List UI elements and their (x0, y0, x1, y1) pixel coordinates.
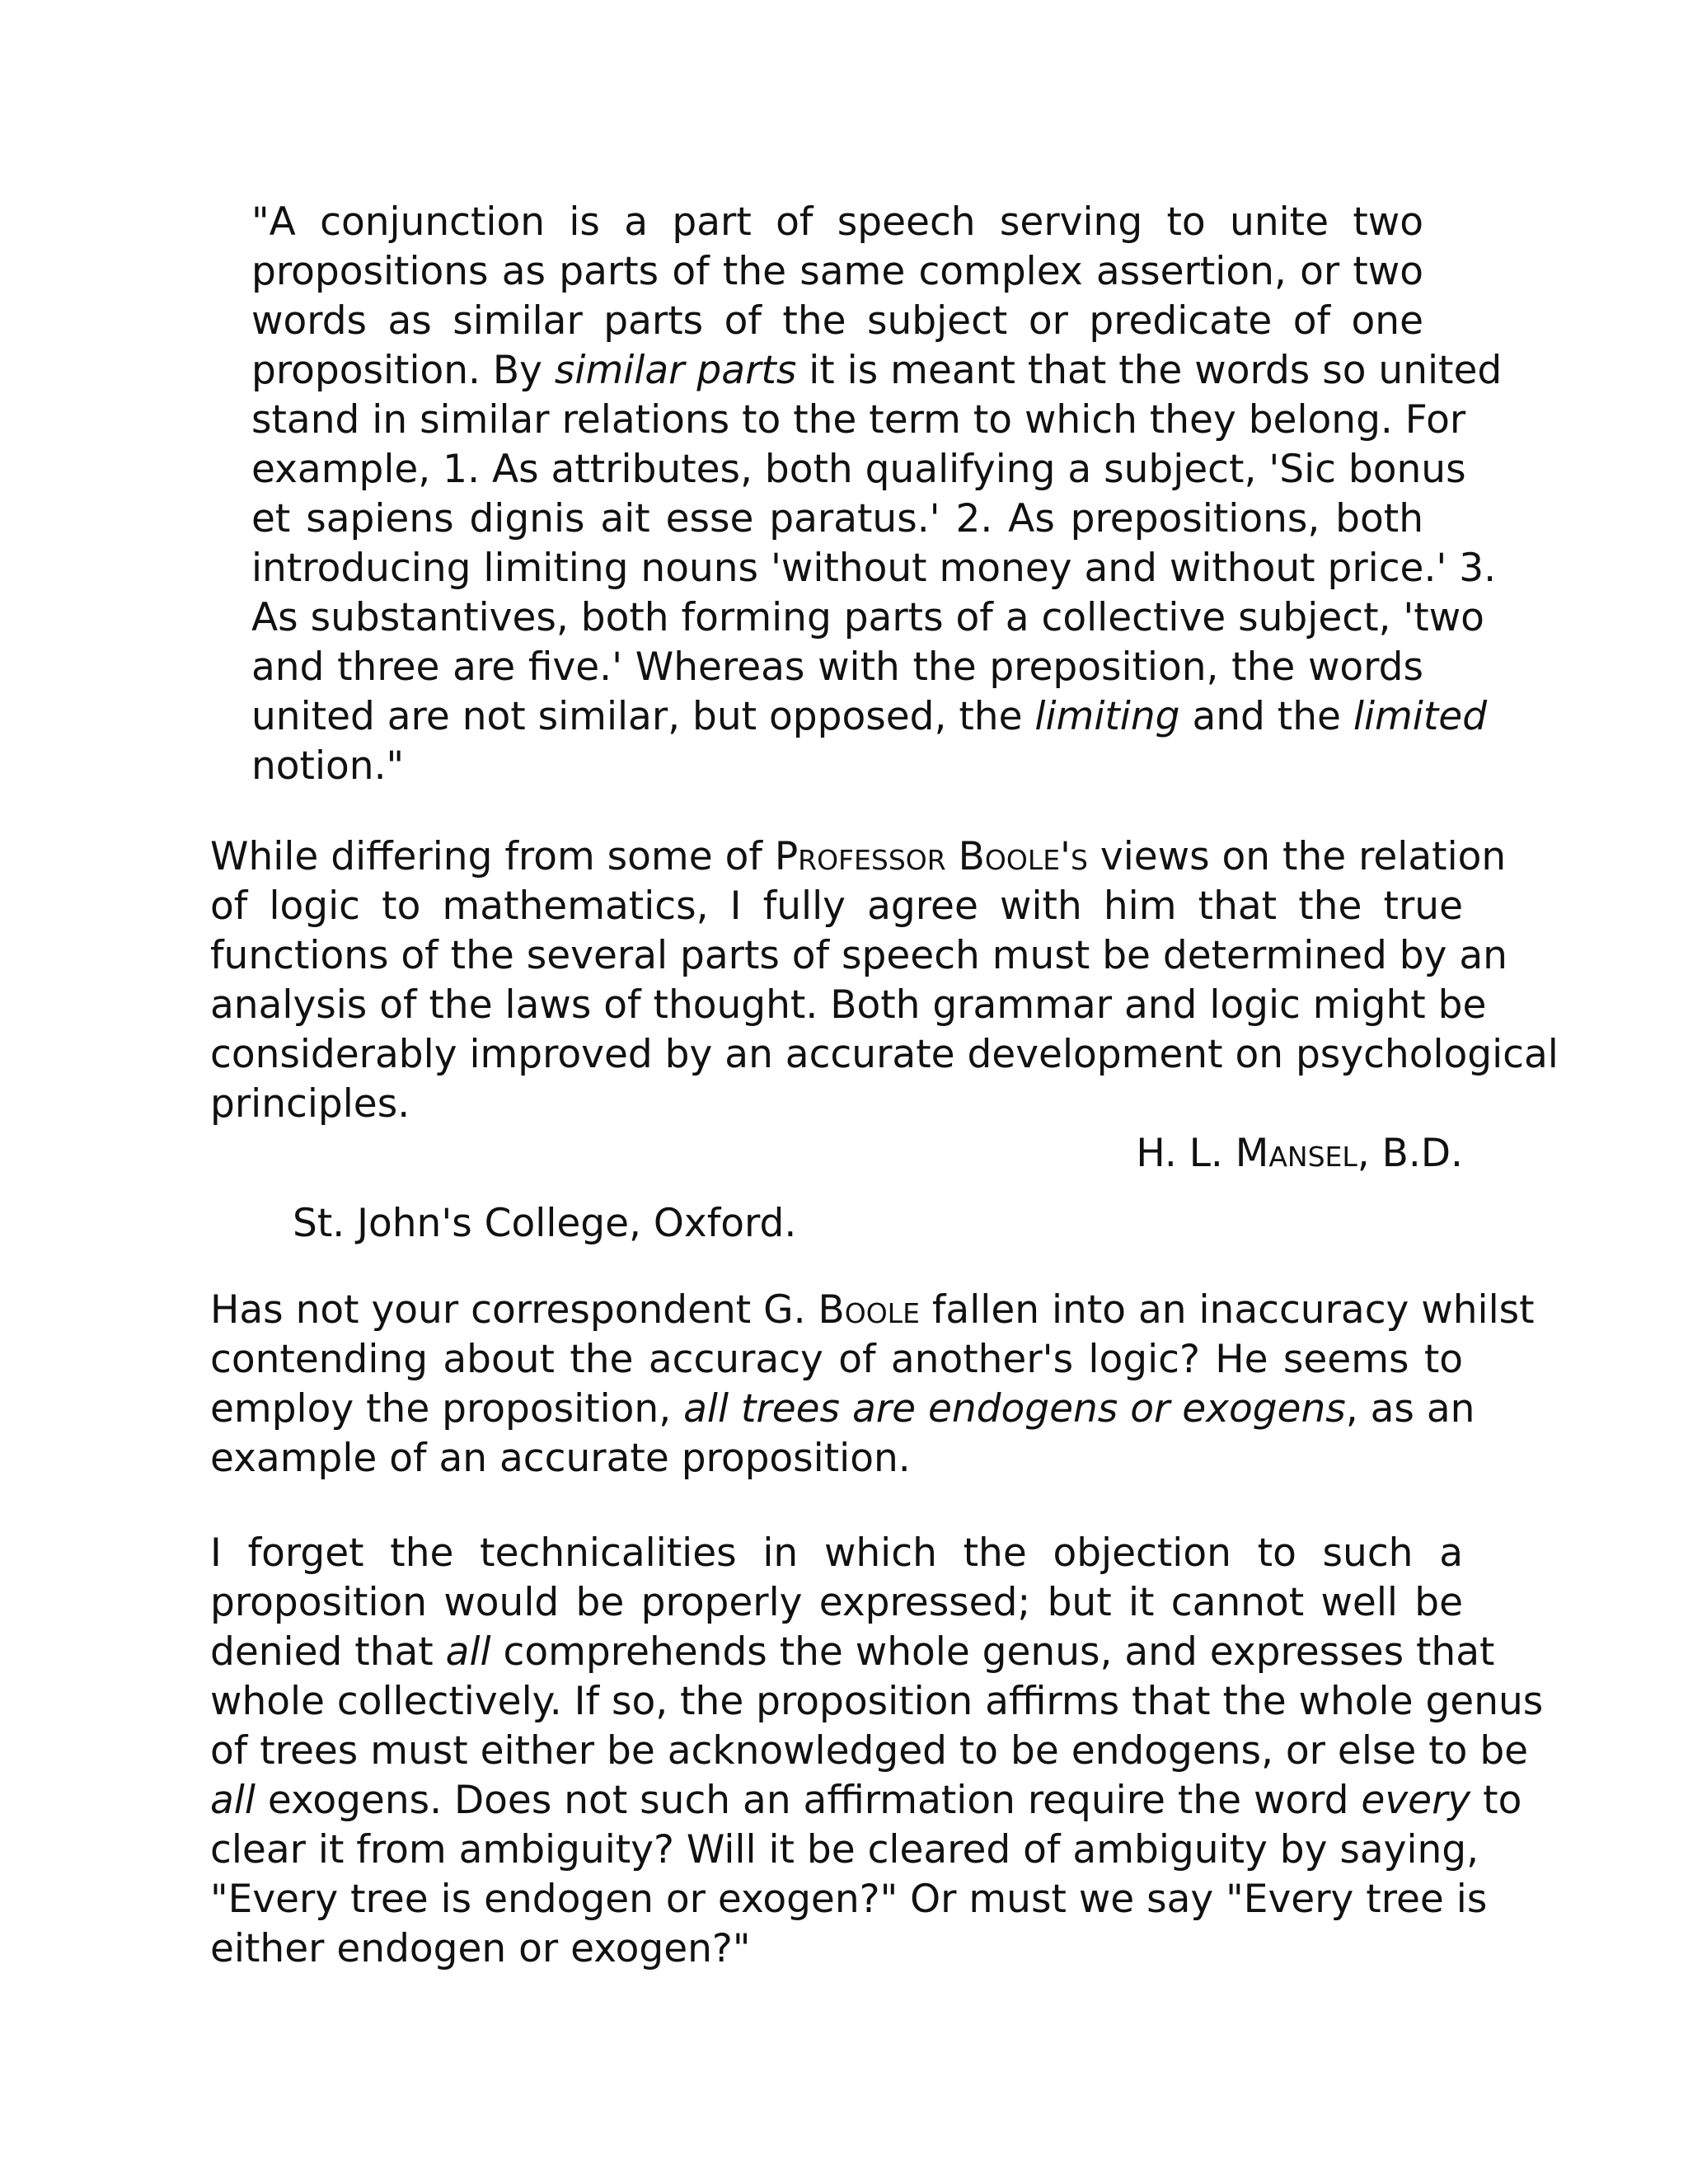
quote-line: propositions as parts of the same complex assertion, or two (251, 249, 1423, 294)
quote-line (251, 692, 1488, 742)
paragraph-emphasis: all trees are endogens or exogens (683, 1386, 1346, 1432)
author-name: Boole (818, 1287, 920, 1333)
paragraph-emphasis: all (445, 1629, 491, 1675)
paragraph-line (210, 1628, 1495, 1677)
signature-name: Mansel (1235, 1131, 1357, 1176)
paragraph-line: proposition would be properly expressed; but it cannot well be (210, 1580, 1463, 1625)
paragraph-text: employ the proposition, (210, 1386, 684, 1432)
paragraph-text: to (1470, 1778, 1522, 1823)
paragraph-text: fallen into an inaccuracy whilst (919, 1287, 1535, 1333)
signature (989, 1129, 1463, 1179)
quote-text: it is meant that the words so united (796, 348, 1503, 393)
paragraph-line: "Every tree is endogen or exogen?" Or must we say "Every tree is (210, 1877, 1488, 1922)
paragraph-line: contending about the accuracy of another's logic? He seems to (210, 1337, 1463, 1382)
quote-emphasis: limited (1353, 694, 1488, 739)
quote-text: and the (1179, 694, 1353, 739)
paragraph-line: principles. (210, 1081, 410, 1127)
quote-text: proposition. By (251, 348, 555, 393)
paragraph-line: example of an accurate proposition. (210, 1436, 911, 1481)
paragraph-text: views on the relation (1087, 834, 1507, 879)
paragraph-line (210, 1385, 1475, 1434)
quote-line: As substantives, both forming parts of a collective subject, 'two (251, 595, 1484, 640)
quote-line: and three are five.' Whereas with the preposition, the words (251, 644, 1423, 690)
paragraph-text: denied that (210, 1629, 446, 1675)
paragraph-line (210, 1286, 1535, 1335)
paragraph-text: Has not your correspondent G. (210, 1287, 818, 1333)
paragraph-line: of trees must either be acknowledged to be endogens, or else to be (210, 1728, 1529, 1774)
block-quote (251, 198, 1503, 791)
quote-line (251, 346, 1503, 396)
paragraph-mansel (210, 832, 1559, 1129)
quote-line: words as similar parts of the subject or predicate of one (251, 298, 1423, 344)
paragraph-line: I forget the technicalities in which the objection to such a (210, 1530, 1463, 1576)
paragraph-text: While differing from some of (210, 834, 775, 879)
paragraph-line: clear it from ambiguity? Will it be cleared of ambiguity by saying, (210, 1827, 1479, 1872)
quote-line: et sapiens dignis ait esse paratus.' 2. As prepositions, both (251, 496, 1423, 541)
author-name: Professor Boole's (774, 834, 1088, 879)
paragraph-line: functions of the several parts of speech must be determined by an (210, 933, 1507, 978)
quote-text: united are not similar, but opposed, the (251, 694, 1035, 739)
paragraph-text: exogens. Does not such an affirmation require the word (255, 1778, 1362, 1823)
paragraph-correspondent (210, 1286, 1535, 1483)
quote-line: notion." (251, 743, 405, 789)
paragraph-line: whole collectively. If so, the proposition affirms that the whole genus (210, 1679, 1544, 1724)
signature-text: , B.D. (1357, 1131, 1463, 1176)
paragraph-text: comprehends the whole genus, and expresses that (490, 1629, 1495, 1675)
paragraph-objection (210, 1529, 1544, 1974)
paragraph-line: either endogen or exogen?" (210, 1926, 751, 1971)
paragraph-line: considerably improved by an accurate development on psychological (210, 1032, 1559, 1077)
quote-line: "A conjunction is a part of speech serving to unite two (251, 199, 1423, 245)
paragraph-line: analysis of the laws of thought. Both grammar and logic might be (210, 982, 1487, 1028)
paragraph-line (210, 1776, 1522, 1825)
quote-line: introducing limiting nouns 'without money and without price.' 3. (251, 546, 1497, 591)
signature-text: H. L. (1136, 1131, 1236, 1176)
paragraph-emphasis: every (1361, 1778, 1471, 1823)
paragraph-text: , as an (1345, 1386, 1475, 1432)
quote-emphasis: similar parts (554, 348, 797, 393)
quote-line: stand in similar relations to the term to which they belong. For (251, 397, 1466, 443)
quote-line: example, 1. As attributes, both qualifying a subject, 'Sic bonus (251, 447, 1466, 492)
college-address: St. John's College, Oxford. (293, 1201, 797, 1246)
paragraph-line (210, 832, 1507, 882)
quote-emphasis: limiting (1034, 694, 1180, 739)
paragraph-emphasis: all (210, 1778, 256, 1823)
paragraph-line: of logic to mathematics, I fully agree with him that the true (210, 883, 1463, 929)
